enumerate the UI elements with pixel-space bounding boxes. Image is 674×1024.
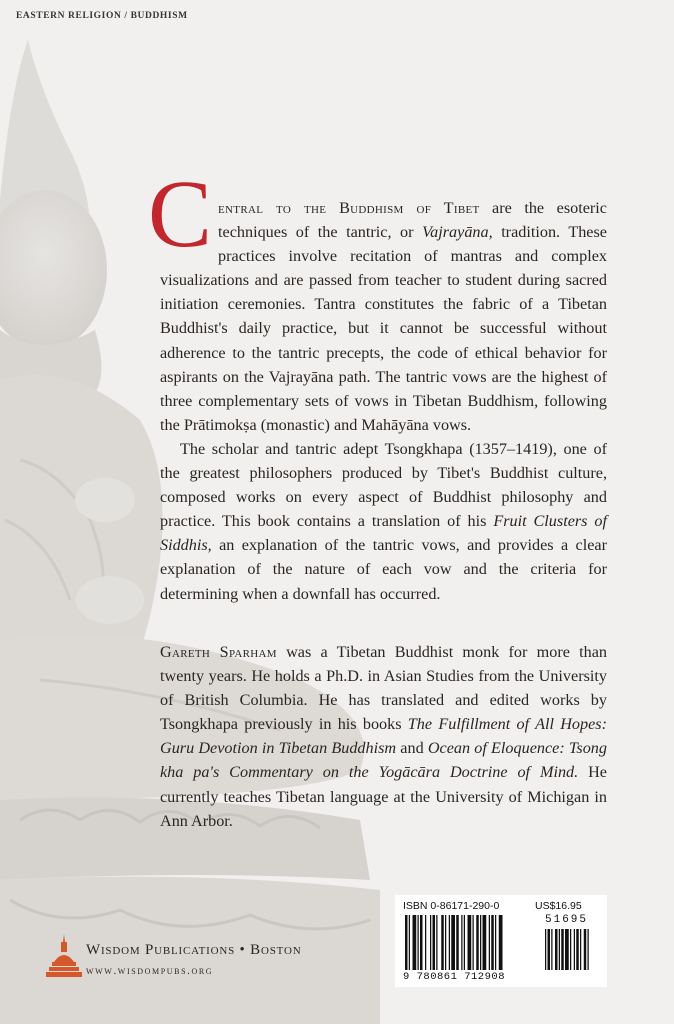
vajrayana-term: Vajrayāna, (422, 223, 493, 242)
book-title-ocean-of-eloquence: Ocean of Eloquence: Tsong kha pa's Commentary on the Yogācāra Doctrine of Mind. (160, 739, 607, 782)
lead-in-caps: entral to the Buddhism of Tibet (218, 199, 480, 217)
barcode-area (395, 895, 607, 987)
stupa-logo-icon (44, 932, 84, 982)
category-label: EASTERN RELIGION / BUDDHISM (16, 11, 188, 21)
description-paragraph-1 (148, 160, 607, 437)
description-text: are the esoteric techniques of the tantric, or (218, 199, 607, 242)
author-name: Gareth Sparham (160, 643, 277, 661)
description-text: tradition. These practices involve recitation of mantras and complex visualizations and are passed from teacher to student during sacred initiation ceremonies. Tantra constitutes the fabric of a Tibetan Buddhist's daily practice, but it cannot be successful without adherence to the tantric precepts, the code of ethical behavior for aspirants on the Vajrayāna path. The tantric vows are the highest of three complementary sets of vows in Tibetan Buddhism, following the Prātimokṣa (monastic) and Mahāyāna vows. (160, 223, 607, 434)
publisher-name: Wisdom Publications • Boston (86, 942, 302, 958)
description-text: an explanation of the tantric vows, and provides a clear explanation of the nature of each vow and the criteria for determining when a downfall has occurred. (160, 536, 607, 603)
bio-text: He currently teaches Tibetan language at the University of Michigan in Ann Arbor. (160, 763, 607, 830)
price-addon-digits: 51695 (545, 914, 589, 926)
drop-cap: C (148, 160, 213, 267)
publisher-url: www.wisdompubs.org (86, 965, 214, 977)
description-text: The scholar and tantric adept Tsongkhapa (1357–1419), one of the greatest philosophers produced by Tibet's Buddhist culture, composed works on every aspect of Buddhist philosophy and practice. This book contains a translation of his (160, 439, 607, 531)
ean-digits: 9 780861 712908 (403, 971, 506, 983)
book-title-fulfillment: The Fulfillment of All Hopes: Guru Devotion in Tibetan Buddhism (160, 715, 607, 758)
description (148, 160, 607, 606)
book-title-fruit-clusters: Fruit Clusters of Siddhis, (160, 512, 607, 555)
bio-text: and (396, 739, 428, 758)
price-label: US$16.95 (535, 900, 582, 912)
description-paragraph-2 (160, 437, 607, 606)
bio-text: was a Tibetan Buddhist monk for more than twenty years. He holds a Ph.D. in Asian Studies from the University of British Columbia. He has translated and edited works by Tsongkhapa previously in his books (160, 643, 608, 734)
author-bio (160, 640, 607, 833)
isbn-label: ISBN 0-86171-290-0 (403, 900, 500, 912)
